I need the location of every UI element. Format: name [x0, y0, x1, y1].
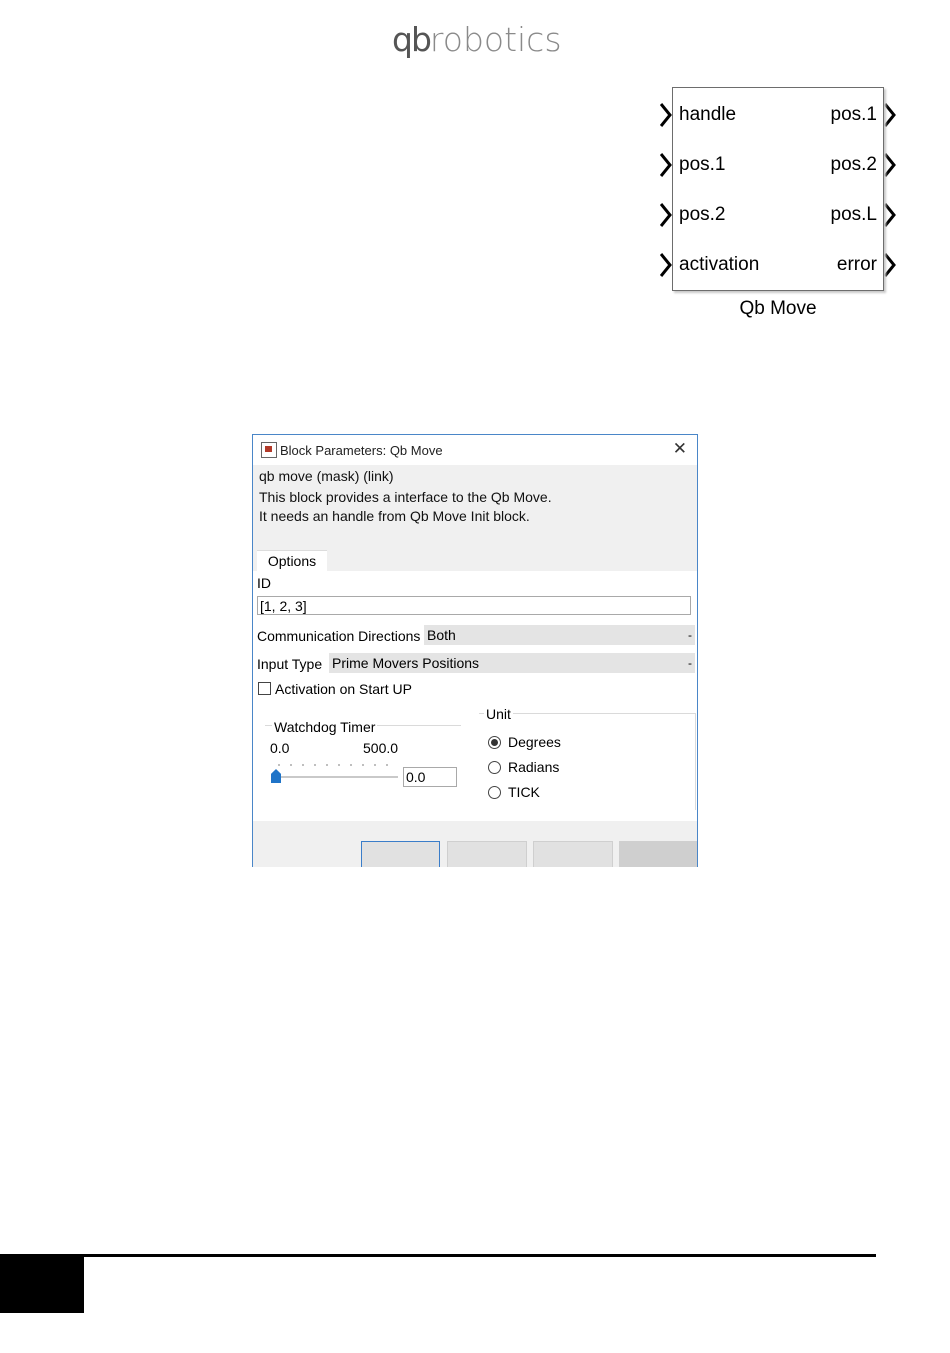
- dialog-button-bar: [253, 821, 697, 867]
- input-port-label: activation: [679, 254, 760, 275]
- close-icon[interactable]: ✕: [672, 439, 687, 458]
- slider-ticks: [273, 763, 398, 767]
- footer-rule: [0, 1254, 876, 1257]
- output-port-label: pos.1: [830, 104, 877, 125]
- output-port-arrow-icon: [884, 103, 896, 127]
- watchdog-value-field[interactable]: 0.0: [403, 767, 457, 787]
- help-button[interactable]: [533, 841, 613, 867]
- description-line: It needs an handle from Qb Move Init block.: [259, 508, 530, 524]
- mask-description: [259, 467, 552, 526]
- radio-degrees-label: Degrees: [508, 734, 561, 750]
- dialog-titlebar[interactable]: [253, 435, 697, 465]
- activation-label: Activation on Start UP: [275, 681, 412, 697]
- activation-checkbox[interactable]: [258, 682, 271, 695]
- dropdown-arrow-icon: -: [688, 628, 692, 642]
- mask-header: qb move (mask) (link): [259, 468, 394, 484]
- logo-suffix: robotics: [429, 20, 562, 59]
- options-panel: [253, 553, 697, 821]
- id-field[interactable]: [1, 2, 3]: [257, 596, 691, 615]
- cancel-button[interactable]: [447, 841, 527, 867]
- comm-directions-select[interactable]: [424, 625, 695, 645]
- radio-degrees[interactable]: [488, 736, 501, 749]
- input-type-value: Prime Movers Positions: [332, 655, 480, 671]
- output-port-label: error: [836, 254, 877, 275]
- ok-button[interactable]: [361, 841, 440, 867]
- block-parameters-dialog: [252, 434, 698, 867]
- output-port-label: pos.2: [830, 154, 877, 175]
- block-body[interactable]: [672, 87, 884, 291]
- radio-tick[interactable]: [488, 786, 501, 799]
- radio-radians-label: Radians: [508, 759, 560, 775]
- block-caption: Qb Move: [739, 298, 817, 319]
- unit-label: Unit: [486, 706, 511, 722]
- comm-directions-label: Communication Directions: [257, 628, 421, 644]
- watchdog-max: 500.0: [363, 740, 399, 756]
- dropdown-arrow-icon: -: [688, 656, 692, 670]
- input-type-label: Input Type: [257, 656, 323, 672]
- output-port-arrow-icon: [884, 153, 896, 177]
- input-port-label: pos.1: [679, 154, 726, 175]
- input-port-arrow-icon: [660, 103, 672, 127]
- radio-tick-label: TICK: [508, 784, 540, 800]
- qbrobotics-logo: [392, 20, 562, 60]
- input-port-label: pos.2: [679, 204, 726, 225]
- description-line: This block provides a interface to the Qb Move.: [259, 489, 552, 505]
- input-port-arrow-icon: [660, 203, 672, 227]
- apply-button[interactable]: [619, 841, 698, 867]
- simulink-block-icon: [261, 442, 277, 458]
- watchdog-min: 0.0: [270, 740, 290, 756]
- watchdog-slider-track[interactable]: [273, 776, 398, 778]
- input-port-label: handle: [679, 104, 737, 125]
- radio-radians[interactable]: [488, 761, 501, 774]
- id-label: ID: [257, 575, 271, 591]
- page-number-box: [0, 1257, 84, 1313]
- comm-directions-value: Both: [427, 627, 456, 643]
- input-port-arrow-icon: [660, 153, 672, 177]
- tab-options[interactable]: Options: [257, 550, 327, 572]
- input-type-select[interactable]: [329, 653, 695, 673]
- logo-prefix: qb: [392, 20, 430, 59]
- output-port-arrow-icon: [884, 253, 896, 277]
- output-port-label: pos.L: [830, 204, 877, 225]
- output-port-arrow-icon: [884, 203, 896, 227]
- dialog-title: Block Parameters: Qb Move: [280, 443, 443, 458]
- watchdog-label: Watchdog Timer: [274, 719, 376, 735]
- input-port-arrow-icon: [660, 253, 672, 277]
